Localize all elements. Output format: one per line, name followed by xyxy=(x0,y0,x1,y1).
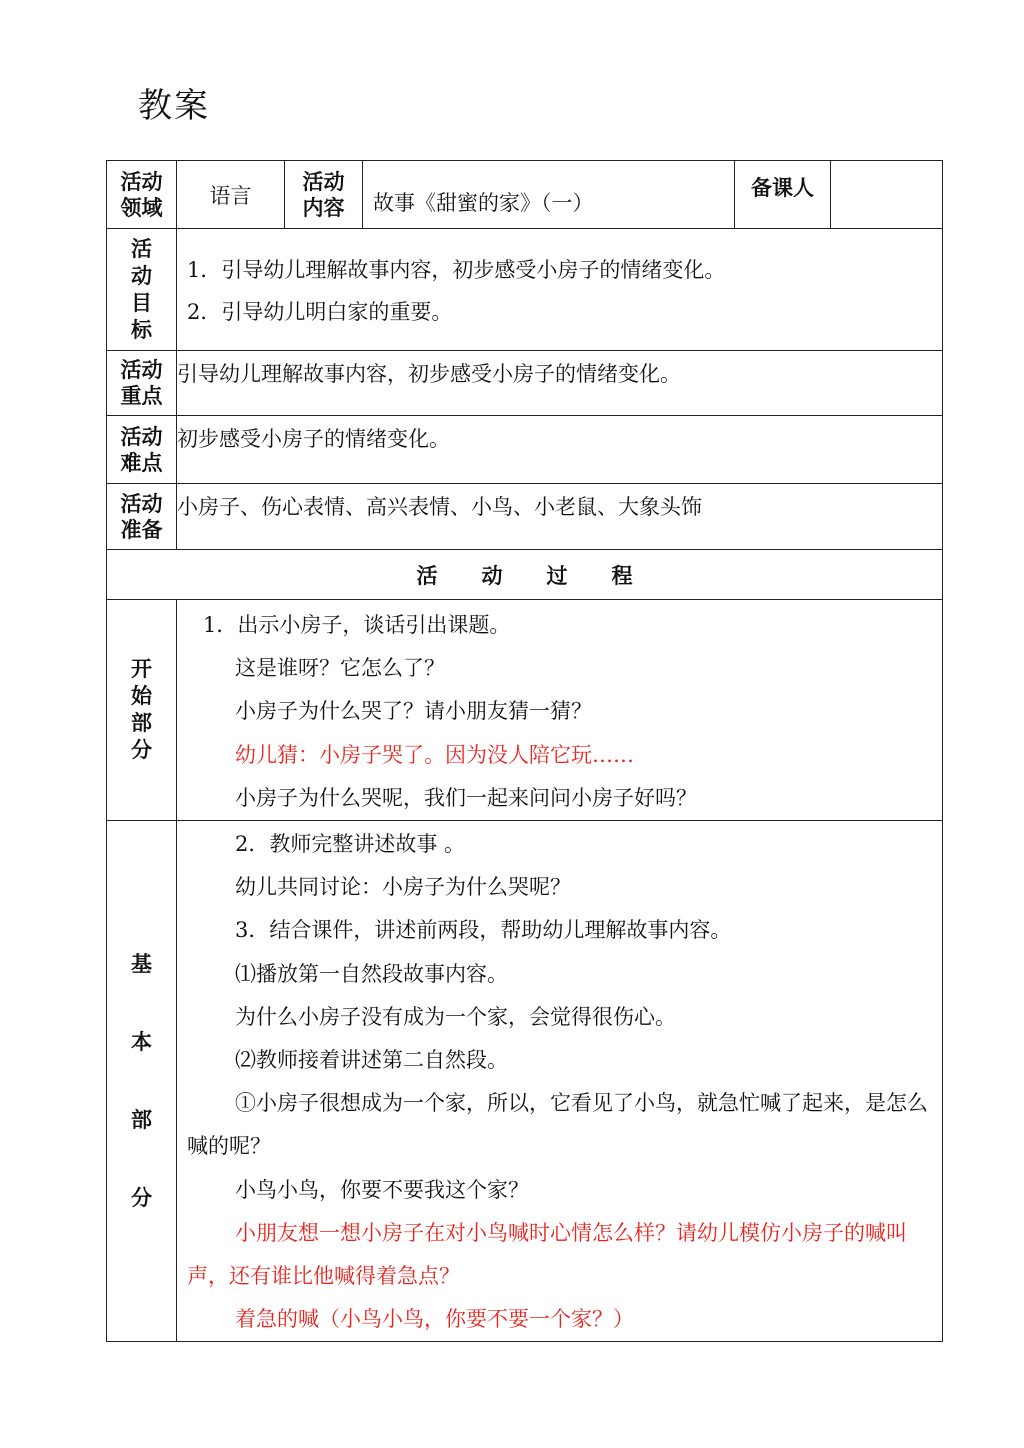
basic-content xyxy=(177,821,943,1342)
basic-line-5: 为什么小房子没有成为一个家，会觉得很伤心。 xyxy=(235,1004,676,1029)
lesson-plan-table xyxy=(106,160,943,1342)
preparation-text: 小房子、伤心表情、高兴表情、小鸟、小老鼠、大象头饰 xyxy=(177,484,943,550)
preparation-row xyxy=(107,484,943,550)
preparer-label: 备课人 xyxy=(735,161,831,229)
preparer-value xyxy=(831,161,943,229)
process-header: 活动过程 xyxy=(107,550,943,600)
process-header-row xyxy=(107,550,943,600)
goal-item-1: 1．引导幼儿理解故事内容，初步感受小房子的情绪变化。 xyxy=(187,258,726,282)
key-point-label: 活动重点 xyxy=(107,351,177,416)
goals-content xyxy=(177,229,943,351)
basic-line-1: 2．教师完整讲述故事 。 xyxy=(235,832,466,857)
opening-content xyxy=(177,600,943,821)
basic-line-3: 3．结合课件，讲述前两段，帮助幼儿理解故事内容。 xyxy=(235,918,732,943)
document-title: 教案 xyxy=(138,86,210,126)
opening-line-1: 1．出示小房子，谈话引出课题。 xyxy=(203,613,511,637)
difficulty-row xyxy=(107,416,943,484)
opening-line-5: 小房子为什么哭呢，我们一起来问问小房子好吗？ xyxy=(235,785,697,810)
domain-label: 活动领域 xyxy=(107,161,177,229)
basic-line-2: 幼儿共同讨论：小房子为什么哭呢？ xyxy=(235,875,571,900)
basic-row xyxy=(107,821,943,1342)
opening-line-2: 这是谁呀？它怎么了？ xyxy=(235,656,445,681)
goals-row xyxy=(107,229,943,351)
basic-line-4: ⑴播放第一自然段故事内容。 xyxy=(235,961,508,986)
key-point-row xyxy=(107,351,943,416)
preparation-label: 活动准备 xyxy=(107,484,177,550)
content-value: 故事《甜蜜的家》（一） xyxy=(363,161,735,229)
info-row xyxy=(107,161,943,229)
goals-label: 活动目标 xyxy=(107,229,177,351)
domain-value: 语言 xyxy=(177,161,285,229)
basic-line-6: ⑵教师接着讲述第二自然段。 xyxy=(235,1048,508,1073)
opening-row xyxy=(107,600,943,821)
basic-line-8: 小鸟小鸟，你要不要我这个家？ xyxy=(235,1177,529,1202)
opening-line-4: 幼儿猜：小房子哭了。因为没人陪它玩…… xyxy=(235,742,634,767)
basic-line-10: 着急的喊（小鸟小鸟，你要不要一个家？） xyxy=(235,1307,634,1332)
key-point-text: 引导幼儿理解故事内容，初步感受小房子的情绪变化。 xyxy=(177,351,943,416)
opening-line-3: 小房子为什么哭了？请小朋友猜一猜？ xyxy=(235,699,592,724)
opening-label: 开始部分 xyxy=(107,600,177,821)
goal-item-2: 2．引导幼儿明白家的重要。 xyxy=(187,300,453,324)
content-label: 活动内容 xyxy=(285,161,363,229)
basic-line-7: ①小房子很想成为一个家，所以，它看见了小鸟，就急忙喊了起来，是怎么喊的呢？ xyxy=(187,1091,928,1159)
basic-label: 基本部分 xyxy=(107,821,177,1342)
difficulty-label: 活动难点 xyxy=(107,416,177,484)
basic-line-9: 小朋友想一想小房子在对小鸟喊时心情怎么样？请幼儿模仿小房子的喊叫声，还有谁比他喊得着急点？ xyxy=(187,1220,907,1289)
difficulty-text: 初步感受小房子的情绪变化。 xyxy=(177,416,943,484)
